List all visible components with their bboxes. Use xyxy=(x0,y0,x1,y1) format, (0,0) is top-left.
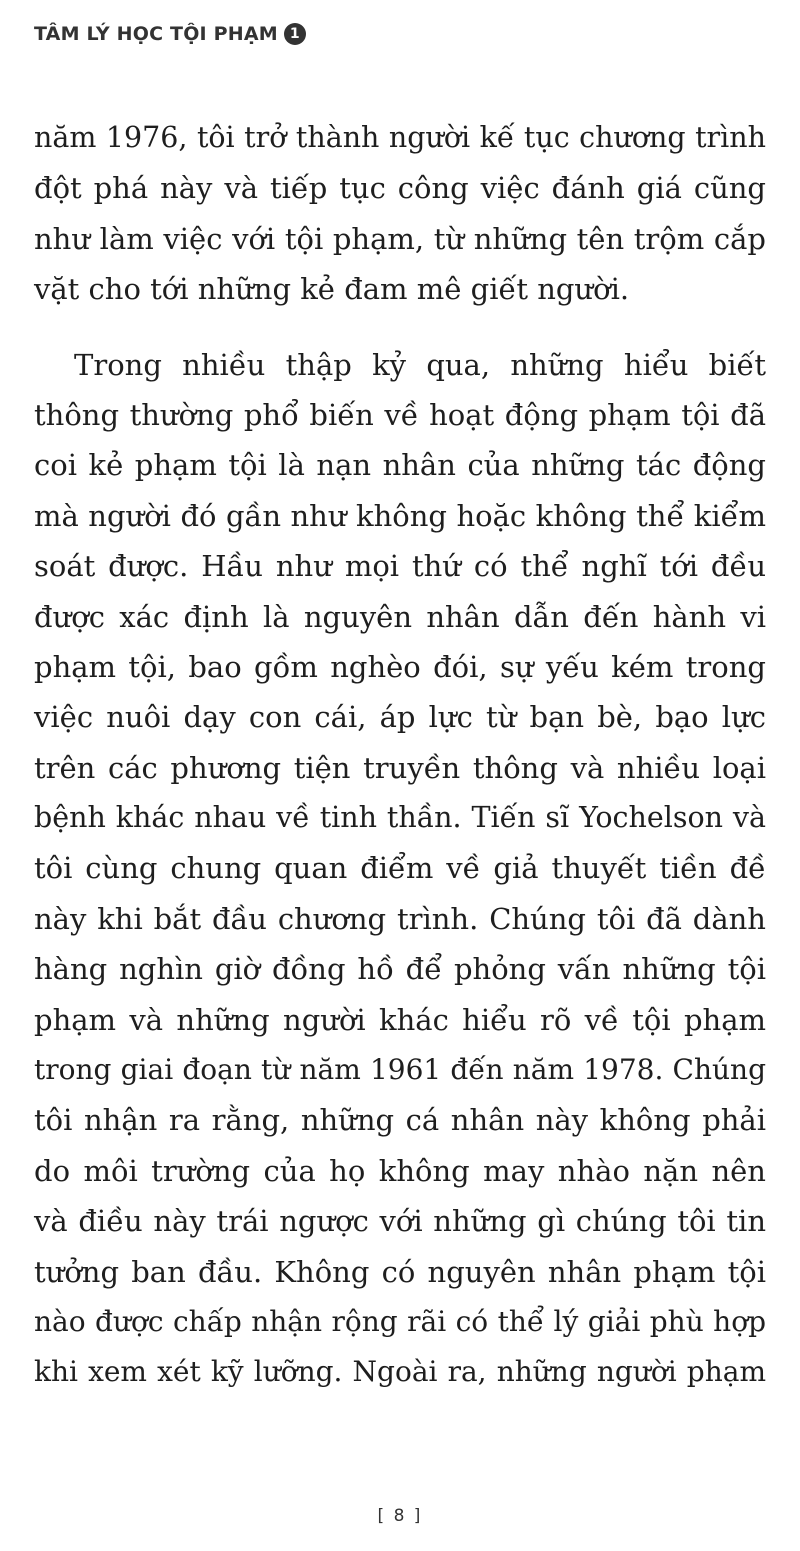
text-line: tưởng ban đầu. Không có nguyên nhân phạm tội xyxy=(34,1254,766,1289)
text-line: Trong nhiều thập kỷ qua, những hiểu biết xyxy=(74,347,766,382)
text-line: tôi nhận ra rằng, những cá nhân này không phải xyxy=(34,1103,766,1138)
text-line: đột phá này và tiếp tục công việc đánh giá cũng xyxy=(34,171,766,206)
book-title: TÂM LÝ HỌC TỘI PHẠM xyxy=(34,23,278,45)
body-text xyxy=(34,113,766,1398)
volume-number-badge: 1 xyxy=(284,23,306,45)
text-line: vặt cho tới những kẻ đam mê giết người. xyxy=(34,272,630,307)
paragraph xyxy=(34,340,766,1398)
text-line: thông thường phổ biến về hoạt động phạm tội đã xyxy=(34,397,766,432)
text-line: khi xem xét kỹ lưỡng. Ngoài ra, những người phạm xyxy=(34,1355,766,1389)
text-line: bệnh khác nhau về tinh thần. Tiến sĩ Yochelson và xyxy=(34,801,766,835)
text-line: nào được chấp nhận rộng rãi có thể lý giải phù hợp xyxy=(34,1304,766,1338)
text-line: trên các phương tiện truyền thông và nhiều loại xyxy=(34,750,766,785)
text-line: việc nuôi dạy con cái, áp lực từ bạn bè, bạo lực xyxy=(34,700,766,735)
text-line: coi kẻ phạm tội là nạn nhân của những tác động xyxy=(34,448,766,483)
paragraph xyxy=(34,113,766,315)
text-line: và điều này trái ngược với những gì chúng tôi tin xyxy=(34,1204,766,1239)
text-line: hàng nghìn giờ đồng hồ để phỏng vấn những tội xyxy=(34,952,766,987)
text-line: năm 1976, tôi trở thành người kế tục chương trình xyxy=(34,121,766,154)
text-line: phạm tội, bao gồm nghèo đói, sự yếu kém trong xyxy=(34,649,766,684)
text-line: trong giai đoạn từ năm 1961 đến năm 1978. Chúng xyxy=(34,1053,766,1087)
page-number: [ 8 ] xyxy=(377,1506,423,1526)
text-line: do môi trường của họ không may nhào nặn nên xyxy=(34,1153,766,1188)
text-line: phạm và những người khác hiểu rõ về tội phạm xyxy=(34,1002,766,1037)
text-line: mà người đó gần như không hoặc không thể kiểm xyxy=(34,498,766,533)
text-line: như làm việc với tội phạm, từ những tên trộm cắp xyxy=(34,221,766,256)
text-line: này khi bắt đầu chương trình. Chúng tôi đã dành xyxy=(34,901,766,936)
text-line: soát được. Hầu như mọi thứ có thể nghĩ tới đều xyxy=(34,549,766,584)
text-line: được xác định là nguyên nhân dẫn đến hành vi xyxy=(34,599,766,634)
running-header xyxy=(34,20,306,48)
text-line: tôi cùng chung quan điểm về giả thuyết tiền đề xyxy=(34,851,766,886)
